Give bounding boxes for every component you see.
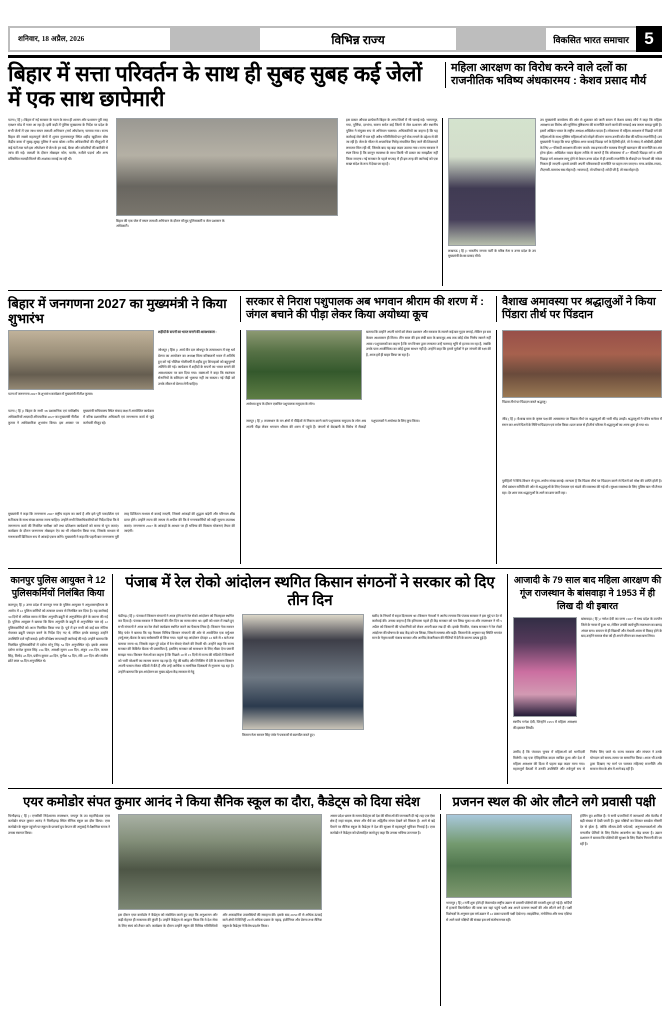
masthead-center (170, 26, 546, 52)
mourya-headline: महिला आरक्षण का विरोध करने वाले दलों का राजनीतिक भविष्य अंधकारमय : केशव प्रसाद मौर्य (451, 62, 647, 87)
masthead-date: शनिवार, 18 अप्रैल, 2026 (10, 28, 170, 50)
mourya-text-block (540, 118, 662, 286)
sainik-text-1: चित्तौड़गढ़ ( हिं )। एनसीसी निदेशालय राजस्थान, जयपुर के उप महानिदेशक एयर कमोडोर संपत कुमार आनंद ने चित्तौड़गढ़ स्थित सैनिक स्कूल का दौरा किया। एयर कमोडोर के स्कूल पहुंचने पर स्कूल के प्राचार्य ग्रुप केप्टन की अगुवाई में शैक्षणिक स्टाफ ने उनका स्वागत किया। (8, 813, 110, 835)
martyrs-kicker: शहीदों के सपनों का भारत बनाने की आवश्यकता : (158, 330, 217, 335)
mourya-text: उप मुख्यमंत्री कार्यालय की ओर से शुक्रवार को जारी बयान में केशव प्रसाद मौर्य ने कहा कि महिला आरक्षण का विरोध और मुस्लिम तुष्टिकरण की राजनीति करने वालों की सच्चाई अब जनता समझ चुकी है। इसमें अखिल भारत के राष्ट्रीय अध्यक्ष अखिलेश यादव हैं। लोकसभा में महिला आरक्षण में पिछड़ी वर्ग की महिलाओं के साथ मुस्लिम महिलाओं को जोड़ने की मांग करना उनकी वोट बैंक की घटिया राजनीति है। उप मुख्यमंत्री ने कहा कि सपा मुखिया अगर वाकई पिछड़ा वर्ग के हितैषी होते, तो वे संसद में ओबीसी-ईबीसी के लिए 27 फीसदी आरक्षण की मांग करते। तब इनका मौन मतलब मैनपुरी खानदान की राजनीति का अंत होना होता। अखिलेश यादव बेहतर तरीके से जानते हैं कि लोकसभा में 27 फीसदी पिछड़ा वर्ग व अति पिछड़ा वर्ग आरक्षण लागू होने से केवल उत्तर प्रदेश में ही उनकी राजनीति के सैकड़ों पर नेताओं की नकेल निकल ही जाएगी। इससे उनकी अपनी परिवारवादी राजनीति पर ग्रहण लग जाएगा। मगर-कांग्रेस-राजद-टीएमसी-वामपंथ सब मोहरा हैं। भाजपा है, तो परिवार है। मोदी जी हैं, तो सब मोहरा है। (540, 117, 662, 173)
masthead-section-title: विभिन्न राज्य (260, 28, 456, 50)
kanpur-text: कानपुर( हिं )। उत्तर प्रदेश में कानपुर नगर के पुलिस आयुक्त ने अनुशासनहीनता के आरोप में 12 पुलिस कर्मियों को तत्काल प्रभाव से निलंबित कर दिया है। यह कार्रवाई 30 दिनों से अधिक समय से बिना अनुमति ड्यूटी से अनुपस्थित होने के कारण की गई है। पुलिस आयुक्त ने बताया कि बिना अनुमति के ड्यूटी से अनुपस्थित चल रहे 12 पुलिसकर्मियों को आज निलंबित किया गया है। पूर्व में इन सभी को कई बार नोटिस भेजकर ड्यूटी ज्वाइन करने के निर्देश दिए गए थे, लेकिन इनके बावजूद उन्होंने उपस्थिति दर्ज नहीं कराई। इसी परिप्रेक्ष्य लापरवाही कार्रवाई की गई। उन्होंने बताया कि निलंबित पुलिसकर्मियों में दरोगा मोनू सिंह 54 दिन अनुपस्थित रहे। इसके अलावा दरोगा राजेश कुमार सिंह 134 दिन, आरक्षी सुमन 108 दिन, अंकुर 135 दिन, कमल सिंह, विनोद 43 दिन, प्रवीण कुमार 40 दिन, मुनीश 52 दिन, रवि 107 दिन और संजीव छोटे लाल 36 दिन अनुपस्थित थे। (8, 603, 108, 664)
lead-photo (116, 118, 338, 216)
section-four-headline-row (8, 794, 662, 809)
mourya-headline-block (445, 62, 662, 88)
section-four (8, 794, 662, 1005)
divider-1 (8, 290, 662, 291)
section-four-body-row (8, 814, 662, 1006)
census-headline-block (8, 296, 240, 327)
section-two-body-row (8, 330, 662, 564)
divider-3 (8, 788, 662, 789)
lead-text-b: इस प्रकार औचक छापेमारी बिहार के अन्य जिलों में भी चलाई गई। भागलपुर, गया, पूर्णिया, दरभंगा, सारण समेत कई जिलों में जेल प्रशासन और स्थानीय पुलिस ने संयुक्त रूप से अभियान चलाया। अधिकारियों का कहना है कि यह कार्रवाई जेलों में चल रही अवैध गतिविधियों पर पूर्ण रोक लगाने के उद्देश्य से की जा रही है। जेल के भीतर से अपराधिक गिरोह संचालित किए जाने की शिकायतें लगातार मिल रही थीं, जिसके बाद यह बड़ा कदम उठाया गया। राज्य सरकार ने स्पष्ट किया है कि कानून व्यवस्था के साथ किसी भी प्रकार का समझौता नहीं किया जाएगा। नई सरकार के पहले सप्ताह में ही इस तरह की कार्रवाई को एक सख्त संदेश के रूप में देखा जा रहा है। (346, 117, 438, 167)
rajasthan-headline: आजादी के 79 साल बाद महिला आरक्षण की गूंज राजस्थान के बांसवाड़ा ने 1953 में ही लिख दी थी इबारत (513, 575, 662, 612)
kanpur-block (8, 574, 112, 784)
pindara-headline: वैशाख अमावस्या पर श्रद्धालुओं ने किया पिंडारा तीर्थ पर पिंडदान (502, 295, 656, 321)
divider-2 (8, 568, 662, 569)
sainik-text-2: इस दौरान एयर कमोडोर ने कैडेट्स को संबोधित करते हुए कहा कि अनुशासन और कड़ी मेहनत ही सफलता की कुंजी है। उन्होंने कैडेट्स से आह्वान किया कि वे देश सेवा के लिए स्वयं को तैयार करें। कार्यक्रम के दौरान उन्होंने स्कूल की विभिन्न गतिविधियों और अकादमिक उपलब्धियों की सराहना की। इसके बाद 2650 मी से अधिक ऊंचाई वाले क्षेत्रों में मिलिट्री 20 से अधिक प्रकार के पहाड़, इंजीनियर और प्रेरणा तथा सैनिक स्कूल के कैडेट्स ने विशेष प्रदर्शन किया। (118, 912, 322, 928)
lead-photo-block (112, 118, 342, 286)
pashupalak-text-1: जयपुर ( हिं )। राजस्थान के वन क्षेत्रों में पीढ़ियों से निवास करने वाले पशुपालक समुदाय के लोग अब अपनी पीड़ा लेकर भगवान श्रीराम की शरण में पहुंचे हैं। जंगलों से बेदखली के विरोध में सैकड़ों पशुपालकों ने अयोध्या के लिए कूच किया। (246, 419, 420, 429)
masthead (8, 26, 662, 52)
punjab-headline: पंजाब में रेल रोको आंदोलन स्थगित किसान संगठनों ने सरकार को दिए तीन दिन (125, 574, 495, 610)
birds-photo (446, 814, 572, 898)
rajasthan-text-1: बांसवाड़ा ( हिं )। गणेश देवी का जन्म 1927 में मध्य प्रदेश के उज्जैन जिले के नरवर में हुआ था, लेकिन उनकी कार्यभूमि राजस्थान का बागड़ अंचल बना। बचपन से ही विद्यार्थी और मेधावी आत्म से विवाह होने के बाद उन्होंने समाज सेवा को ही अपने जीवन का लक्ष्य बना लिया। (581, 617, 662, 639)
sainik-headline-block (8, 794, 440, 809)
mourya-body (442, 118, 662, 286)
lead-headline-row (8, 62, 662, 113)
birds-body (440, 814, 662, 1006)
census-text-1: पटना ( हिं )। बिहार के सभी 38 प्रशासनिक एवं पर्यवेक्षीय अधिकारियों आज़ादी औपचारिक 2027 का मुख्यमंत्री नीतीश कुमार ने आधिकारिक शुभारंभ किया। इस अवसर पर मुख्यमंत्री सचिवालय स्थित संवाद कक्ष में आयोजित कार्यक्रम में वरिष्ठ प्रशासनिक अधिकारी एवं जनगणना कार्य से जुड़े कर्मचारी मौजूद रहे। (8, 409, 154, 425)
pashupalak-photo (246, 330, 362, 400)
rajasthan-photo-caption: स्वर्गीय गणेश देवी, जिन्होंने 1953 में महिला आरक्षण की इबारत लिखी। (513, 720, 577, 731)
martyrs-text: जोधपुर ( हिंस )। आर्य वीर दल जोधपुर के तत्वावधान में राष्ट्र धर्म प्रेरणा का आयोजन का अध्यक्ष मिला वरिष्ठजनों भवन में अतिथि हुए को नई भौतिक गोलीवर्षी में शहीद हुए शिपाहको को बहुपुरुषों अतिथि की गई। कार्यक्रम में शहीदों के सपनों का भारत बनाने की आवश्यकता पर बल दिया गया। वक्ताओं ने कहा कि स्वतंत्रता सेनानियों के बलिदान को भुलाया नहीं जा सकता। नई पीढ़ी को उनके जीवन से प्रेरणा लेनी चाहिए। (158, 348, 235, 386)
census-headline: बिहार में जनगणना 2027 का मुख्यमंत्री ने किया शुभारंभ (8, 295, 227, 327)
lead-column-a (8, 118, 112, 286)
rajasthan-block (507, 574, 662, 784)
masthead-rule (8, 55, 662, 58)
lead-headline-block (8, 62, 445, 113)
lead-column-b (342, 118, 442, 286)
census-body (8, 330, 240, 564)
mourya-photo (448, 118, 536, 246)
pindara-text-1: जींद ( हिं )। वैशाख मास के कृष्ण पक्ष की अमावस्या पर पिंडारा तीर्थ पर श्रद्धालुओं की भारी भीड़ उमड़ी। श्रद्धालुओं ने पवित्र सरोवर में स्नान कर अपने पितरों के निमित्त पिंडदान एवं तर्पण किया। प्रातः काल से ही तीर्थ परिसर में श्रद्धालुओं का आना शुरू हो गया था। (502, 417, 662, 427)
mourya-photo-caption: लखनऊ ( हिं )। भारतीय जनता पार्टी के वरिष्ठ नेता व उत्तर प्रदेश के उप मुख्यमंत्री केशव प्रसाद मौर्य। (448, 248, 536, 259)
birds-text-2: होमिंग ग्रुप शामिल हैं। ये सभी प्रजातियों में जलाशयों और वेटलैंड में बड़ी संख्या में देखी जाती हैं। कुछ पक्षियों का शिकार बाघडेरा मौसमी देर से होता है, जोकि मौसम-प्रेमी पर्यटकों, अनुसंधानकर्ताओं और वन्यजीव प्रेमियों के लिए विशेष आकर्षण का केंद्र बनता है। उद्यान प्रशासन ने बताया कि पक्षियों की सुरक्षा के लिए विशेष निगरानी की जा रही है। (580, 813, 662, 846)
lead-text-a: पटना ( हिं )। बिहार में नई सरकार के गठन के साथ ही शासन और प्रशासन पूरी तरह एक्शन मोड में नजर आ रहा है। इसी कड़ी में पुलिस मुख्यालय के निर्देश पर प्रदेश के सभी जेलों में एक साथ सघन तलाशी अभियान (सर्च ऑपरेशन) चलाया गया। राज्य बिहार की सबसे महत्वपूर्ण जेलों में शुमार मुजफ्फरपुर स्थित शहीद खुदीराम बोस केंद्रीय कारा में सुबह-सुबह पुलिस ने धावा बोला। वरीय अधिकारियों की मौजूदगी में कई घंटों तक चले इस ऑपरेशन में जेल के हर वार्ड, बैरक और कोठरियों की बारीकी से जांच की गई। तलाशी के दौरान मोबाइल फोन, चार्जर, नशीले पदार्थ और अन्य प्रतिबंधित सामग्री मिलने की आशंका जताई जा रही थी। (8, 117, 108, 161)
census-photo-caption: पटना में जनगणना 2027 के शुभारंभ कार्यक्रम में मुख्यमंत्री नीतीश कुमार। (8, 392, 94, 397)
pashupalak-headline: सरकार से निराश पशुपालक अब भगवान श्रीराम की शरण में : जंगल बचाने की पीड़ा लेकर किया अयोध्या कूच (246, 295, 484, 321)
lead-body-row (8, 118, 662, 286)
pashupalak-body (240, 330, 496, 564)
sainik-headline: एयर कमोडोर संपत कुमार आनंद ने किया सैनिक स्कूल का दौरा, कैडेट्स को दिया संदेश (23, 794, 420, 810)
mourya-photo-block (448, 118, 540, 286)
section-three-row (8, 574, 662, 784)
punjab-text-2: खरीद के नियमों में राहत दिलवाना था। किसान नेताओं ने आरोप लगाया कि पंजाब सरकार ने इस मुद्दे पर देर से कार्रवाई की। उनका कहना है कि हरियाणा पहले ही केंद्र सरकार को पत्र लिख चुका था और राजस्थान ने भी 5 अप्रैल को किसानों की परेशानियों को लेकर अपनी बात रख दी थी। इसके विपरीत, पंजाब सरकार ने रेल रोको आंदोलन की घोषणा के बाद केंद्र को पत्र लिखा, जिससे समस्या और बढ़ी। किसानों के अनुसार यह स्थिति भगवंत मान के नेतृत्व वाली पंजाब सरकार और अरविंद केजरीवाल की नीतियों में देरी के कारण उत्पन्न हुई है। (372, 613, 502, 641)
punjab-photo-caption: किसान नेता सरवन सिंह पंधेर ने पत्रकारों से बातचीत करते हुए। (242, 732, 315, 737)
page-number-badge: 5 (636, 26, 662, 52)
kanpur-headline: कानपुर पुलिस आयुक्त ने 12 पुलिसकर्मियों निलंबित किया (10, 575, 106, 598)
rajasthan-text-2: उम्मीद है कि पंचायत चुनाव में महिलाओं को भागीदारी मिलेगी। यह एक ऐतिहासिक कदम साबित हुआ और देश में महिला आरक्षण की दिशा में पहला बड़ा कदम माना गया। महत्वपूर्ण बैठकों में उनकी उपस्थिति और तर्कपूर्ण राय से निर्णय लिए जाते थे। राज्य सरकार और संगठन ने उनके योगदान को समय-समय पर सम्मानित किया। आज भी उनके द्वारा दिखाए गए मार्ग पर चलकर महिलाएं राजनीति और समाज सेवा के क्षेत्र में आगे बढ़ रही हैं। (513, 750, 662, 772)
lead-headline: बिहार में सत्ता परिवर्तन के साथ ही सुबह सुबह कई जेलों में एक साथ छापेमारी (8, 62, 422, 112)
pindara-text-2: पुरोहितों ने विधि-विधान से पूजा-अर्चना संपन्न कराई। मान्यता है कि पिंडारा तीर्थ पर पिंडदान करने से पितरों को मोक्ष की प्राप्ति होती है। तीर्थ प्रबंधन समिति की ओर से श्रद्धालुओं के लिए पेयजल एवं भंडारे की व्यवस्था की गई थी। सुरक्षा व्यवस्था के लिए पुलिस बल भी तैनात रहा। देर शाम तक श्रद्धालुओं के आने का क्रम जारी रहा। (502, 479, 662, 495)
sainik-text-3: असम प्रदेश भ्रमण के समय कैडेट्स को देश की सीमाओं की जानकारी दी गई। यह एक ऐसा क्षेत्र है जहां साहस, संयम और धैर्य का अद्वितीय संगम देखने को मिलता है। आगे से बड़े पैमाने पर सैनिक स्कूल के कैडेट्स ने देश की सुरक्षा में महत्वपूर्ण भूमिका निभाई है। एयर कमोडोर ने कैडेट्स को प्रोत्साहित करते हुए कहा कि उनका भविष्य उज्ज्वल है। (330, 813, 435, 835)
punjab-text-1: चंडीगढ़ ( हिं )। पंजाब में किसान संगठनों ने आज होने वाले रेल रोको आंदोलन को फिलहाल स्थगित कर दिया है। पंजाब सरकार ने किसानों की तीन दिन का समय मांगा था। इसी को ध्यान में रखते हुए सभी संगठनों ने आज का रेल रोको कार्यक्रम स्थगित करने का फैसला लिया है। किसान नेता सरवन सिंह पंधेर ने बताया कि यह फैसला विभिन्न किसान संगठनों की ओर से आयोजित एक वर्चुअल (वर्चुअल) बैठक के बाद सर्वसम्मति से लिया गया। पहले यह आंदोलन दोपहर 12 बजे से 3 बजे तक चलाया जाना था, जिसके तहत पूरे प्रदेश में रेल सेवाएं रोकने की तैयारी थी। उन्होंने कहा कि राज्य सरकार की कैबिनेट बैठक भी प्रस्तावित है, इसलिए सरकार को समाधान के लिए मौका देना जरूरी समझा गया। किसान नेताओं का कहना है कि पिछले 10 से 15 दिनों से राज्य की मंडियों में किसानों को भारी परेशानी का सामना करना पड़ रहा है। गेहूं की खरीद और लिफ्टिंग में देरी के कारण किसान अपनी फसल लेकर मंडियों में बैठे हैं और उन्हें आर्थिक व मानसिक दिक्कतों से गुजरना पड़ रहा है। उन्होंने बताया कि इस आंदोलन का मुख्य उद्देश्य केंद्र सरकार से गेहूं (118, 613, 234, 674)
sainik-photo (118, 814, 322, 910)
pashupalak-photo-caption: अयोध्या कूच के दौरान एकत्रित पशुपालक समुदाय के लोग। (246, 402, 315, 407)
punjab-photo (242, 614, 364, 730)
newspaper-page (0, 26, 670, 1024)
sainik-body (8, 814, 440, 1006)
census-photo (8, 330, 154, 390)
section-two (8, 296, 662, 565)
lead-photo-caption: बिहार की एक जेल में सघन तलाशी अभियान के दौरान मौजूद पुलिसकर्मी व जेल प्रशासन के अधिकारी। (116, 218, 225, 229)
rajasthan-photo (513, 617, 577, 717)
pashupalak-text-2: बताया कि उन्होंने अपनी मांगों को लेकर प्रशासन और सरकार के सामने कई बार गुहार लगाई, लेकिन हर बार केवल आश्वासन ही मिला। तीन साल की इस लंबी बात के बावजूद अब तक कोई ठोस निर्णय सामने नहीं आया। पशुपालकों का कहना है कि वन विभाग द्वारा लगातार उन्हें चरागाह भूमि से हटाया जा रहा है, जबकि उनके पास आजीविका का कोई दूसरा साधन नहीं है। उन्होंने कहा कि हमारे पूर्वजों ने इन जंगलों की रक्षा की है, आज हमें ही बाहर किया जा रहा है। (366, 330, 491, 357)
birds-headline-block (440, 794, 662, 809)
section-two-headline-row (8, 296, 662, 327)
pindara-headline-block (496, 296, 662, 322)
section-three (8, 574, 662, 784)
masthead-right (546, 26, 662, 52)
pindara-photo-caption: पिंडारा तीर्थ पर पिंडदान करते श्रद्धालु। (502, 400, 547, 405)
pindara-photo (502, 330, 662, 398)
pashupalak-headline-block (240, 296, 496, 322)
punjab-block (112, 574, 507, 784)
census-text-2: मुख्यमंत्री ने कहा कि जनगणना 2027 राष्ट्रीय महत्व का कार्य है और इसे पूरी पारदर्शिता एवं सटीकता के साथ संपन्न कराया जाना चाहिए। उन्होंने सभी जिलाधिकारियों को निर्देश दिया कि वे जनगणना कार्य की नियमित समीक्षा करें तथा प्रशिक्षण कार्यक्रमों को समय से पूरा कराएं। कार्यक्रम के दौरान जनगणना मोबाइल ऐप का भी लोकार्पण किया गया, जिसके माध्यम से गणनाकर्मी डिजिटल रूप में आंकड़े एकत्र करेंगे। मुख्यमंत्री ने कहा कि पहली बार जनगणना पूरी तरह डिजिटल माध्यम से कराई जाएगी, जिससे आंकड़ों की शुद्धता बढ़ेगी और परिणाम शीघ्र प्राप्त होंगे। उन्होंने राज्य की जनता से अपील की कि वे गणनाकर्मियों को सही सूचना उपलब्ध कराएं। जनगणना 2027 के आंकड़ों के आधार पर ही भविष्य की विकास योजनाएं तैयार की जाएंगी। (8, 512, 235, 539)
section-lead (8, 62, 662, 286)
masthead-brand: विकसित भारत समाचार (546, 28, 636, 50)
birds-headline: प्रजनन स्थल की ओर लौटने लगे प्रवासी पक्षी (452, 794, 656, 810)
birds-text-1: भरतपुर ( हिं )। गर्मी शुरू होते ही केवलादेव राष्ट्रीय उद्यान से प्रवासी पक्षियों की वापसी शुरू हो गई है। सर्दियों में हजारों किलोमीटर की यात्रा कर यहां पहुंचे पक्षी अब अपने प्रजनन स्थलों की ओर लौटने लगे हैं। पक्षी विशेषज्ञों के अनुसार इस वर्ष उद्यान में 12 प्रकार प्रवासी पक्षी देखे गए। साइबेरिया, मंगोलिया और मध्य एशिया से आने वाले पक्षियों की संख्या इस वर्ष संतोषजनक रही। (446, 900, 572, 922)
pindara-body (496, 330, 662, 564)
